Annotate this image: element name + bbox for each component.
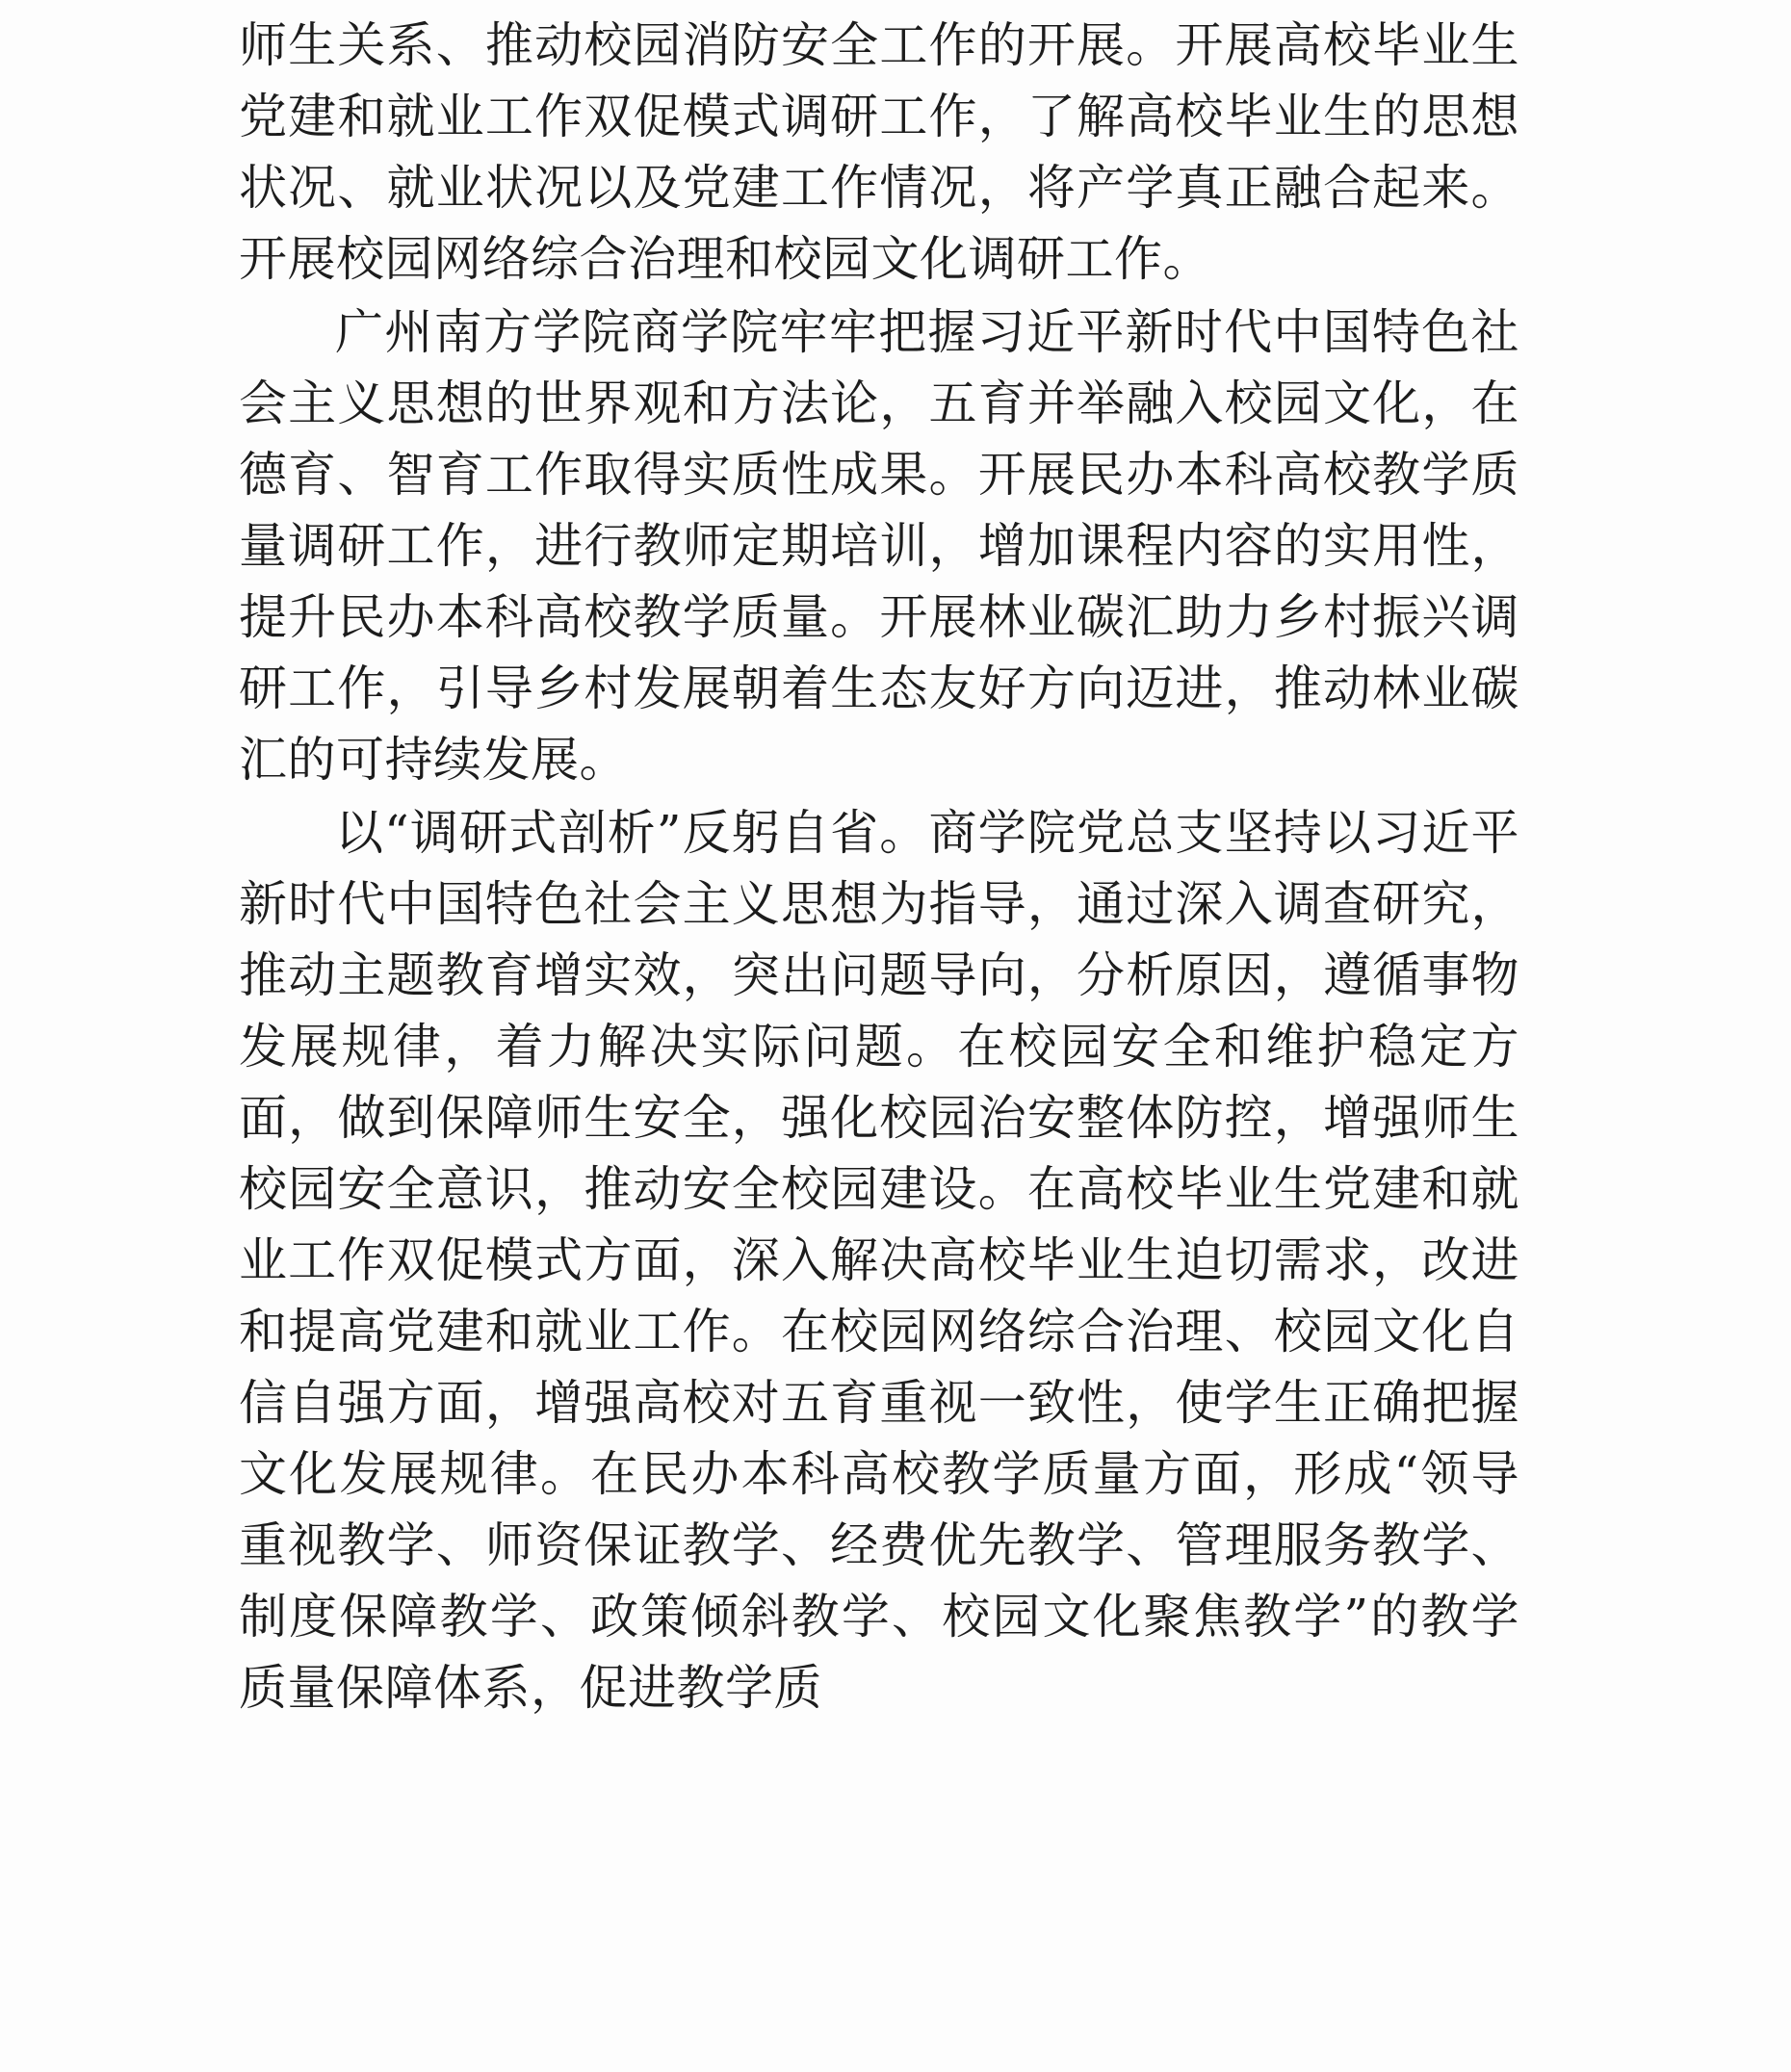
- paragraph-1: 师生关系、推动校园消防安全工作的开展。开展高校毕业生党建和就业工作双促模式调研工作，了解高校毕业生的思想状况、就业状况以及党建工作情况，将产学真正融合起来。开展校园网络综合治理和校园文化调研工作。: [239, 17, 1519, 287]
- paragraph-2: 广州南方学院商学院牢牢把握习近平新时代中国特色社会主义思想的世界观和方法论，五育并举融入校园文化，在德育、智育工作取得实质性成果。开展民办本科高校教学质量调研工作，进行教师定期培训，增加课程内容的实用性，提升民办本科高校教学质量。开展林业碳汇助力乡村振兴调研工作，引导乡村发展朝着生态友好方向迈进，推动林业碳汇的可持续发展。: [239, 304, 1519, 788]
- paragraph-3: 以“调研式剖析”反躬自省。商学院党总支坚持以习近平新时代中国特色社会主义思想为指导，通过深入调查研究，推动主题教育增实效，突出问题导向，分析原因，遵循事物发展规律，着力解决实际问题。在校园安全和维护稳定方面，做到保障师生安全，强化校园治安整体防控，增强师生校园安全意识，推动安全校园建设。在高校毕业生党建和就业工作双促模式方面，深入解决高校毕业生迫切需求，改进和提高党建和就业工作。在校园网络综合治理、校园文化自信自强方面，增强高校对五育重视一致性，使学生正确把握文化发展规律。在民办本科高校教学质量方面，形成“领导重视教学、师资保证教学、经费优先教学、管理服务教学、制度保障教学、政策倾斜教学、校园文化聚焦教学”的教学质量保障体系，促进教学质: [239, 805, 1519, 1716]
- document-text-column: [239, 0, 1519, 1723]
